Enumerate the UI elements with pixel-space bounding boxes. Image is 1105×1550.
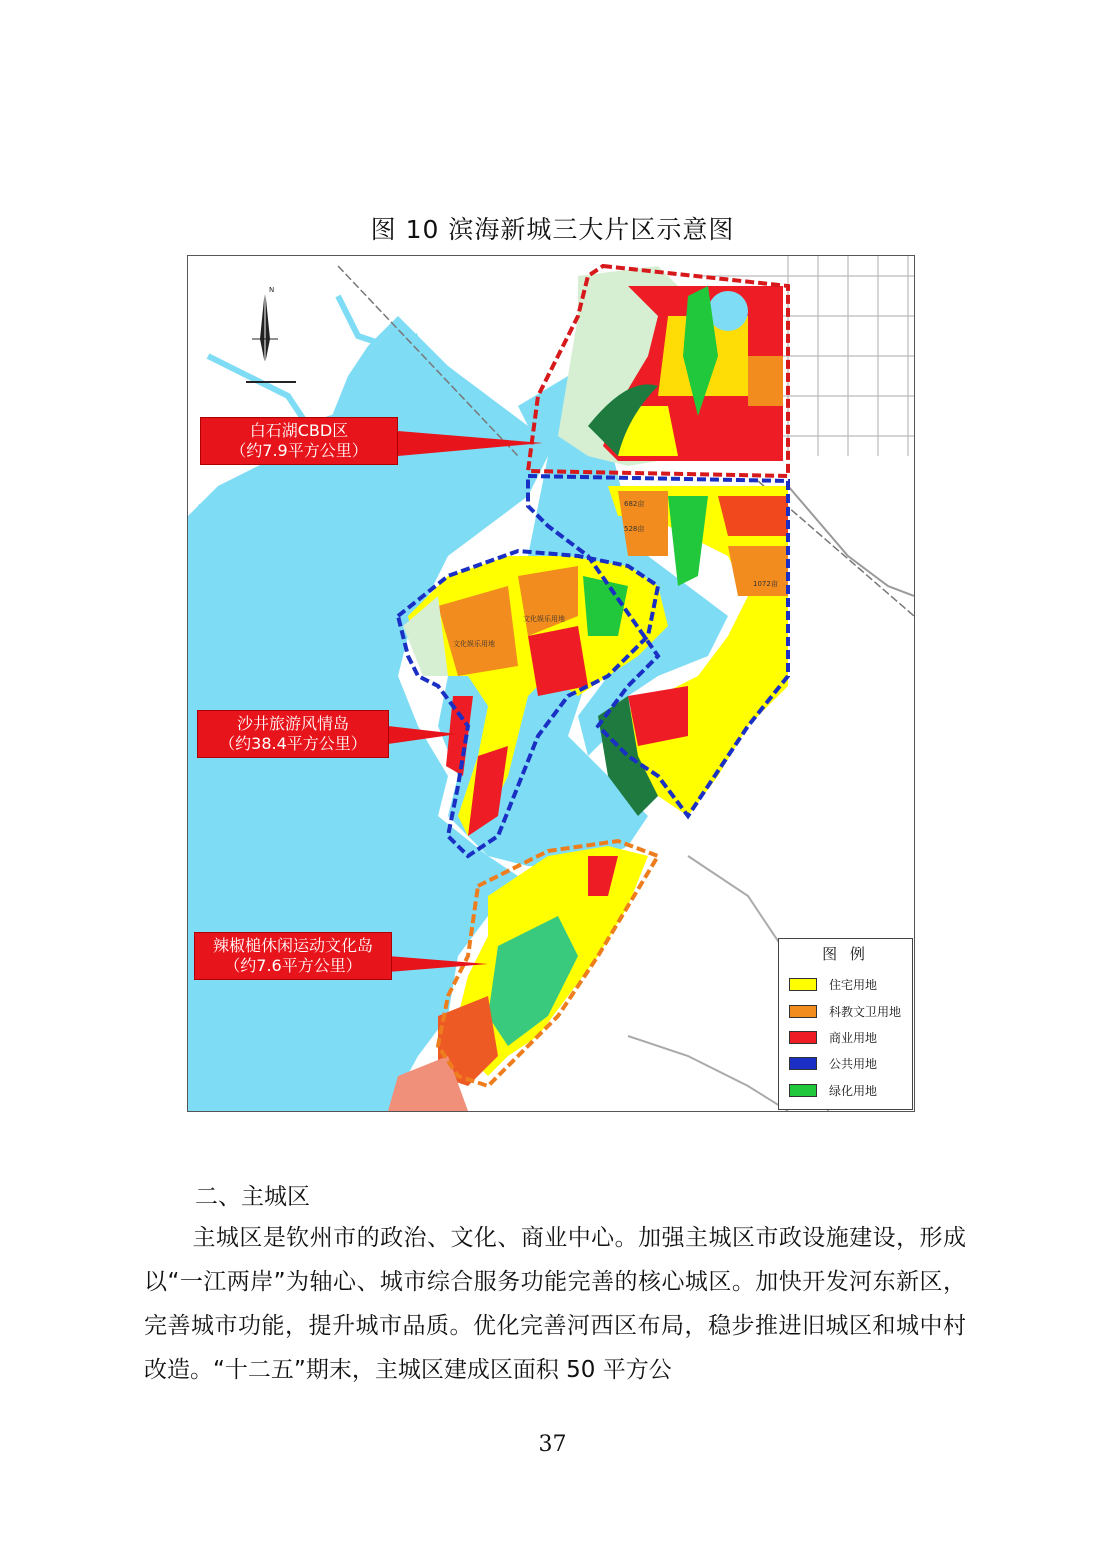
legend-item — [789, 1004, 901, 1018]
callout-cbd — [200, 417, 398, 465]
legend-swatch — [789, 1031, 817, 1044]
hedong-commercial — [628, 686, 688, 746]
callout-area: （约38.4平方公里） — [219, 734, 367, 753]
map-label: 文化娱乐用地 — [523, 615, 565, 623]
cbd-edu — [748, 356, 783, 406]
legend-item — [789, 1056, 877, 1070]
legend-label: 商业用地 — [829, 1030, 878, 1045]
legend-swatch — [789, 1084, 817, 1097]
map-label: 文化娱乐用地 — [453, 640, 495, 648]
callout-name: 白石湖CBD区 — [249, 421, 349, 440]
map-label: 1072亩 — [753, 580, 778, 588]
hedong-commercial — [718, 496, 788, 536]
legend-swatch — [789, 1057, 817, 1070]
legend-label: 住宅用地 — [829, 977, 878, 992]
map-legend — [778, 938, 913, 1110]
section-heading: 二、主城区 — [195, 1184, 310, 1210]
cbd-lake — [708, 291, 748, 331]
shajing-commercial — [528, 626, 588, 696]
paragraph-text: 主城区是钦州市的政治、文化、商业中心。加强主城区市政设施建设，形成以“一江两岸”为轴心、城市综合服务功能完善的核心城区。加快开发河东新区，完善城市功能，提升城市品质。优化完善河西区布局，稳步推进旧城区和城中村改造。“十二五”期末，主城区建成区面积 50 平方公 — [144, 1225, 966, 1383]
hedong-green — [668, 496, 708, 586]
legend-label: 公共用地 — [829, 1056, 878, 1071]
north-label: N — [269, 286, 275, 294]
hedong-edu — [728, 546, 788, 596]
callout-area: （约7.9平方公里） — [230, 441, 368, 460]
map-label: 528亩 — [624, 525, 645, 533]
legend-item — [789, 1083, 877, 1097]
map-label: 682亩 — [624, 500, 645, 508]
legend-item — [789, 1030, 877, 1044]
road — [628, 1036, 788, 1111]
road — [788, 486, 914, 596]
body-paragraph — [144, 1216, 966, 1392]
legend-label: 绿化用地 — [829, 1083, 878, 1098]
legend-label: 科教文卫用地 — [829, 1004, 902, 1019]
legend-swatch — [789, 978, 817, 991]
page-number: 37 — [538, 1432, 567, 1457]
legend-swatch — [789, 1005, 817, 1018]
legend-item — [789, 977, 877, 991]
callout-name: 沙井旅游风情岛 — [236, 714, 349, 733]
legend-title: 图 例 — [822, 945, 869, 963]
callout-name: 辣椒槌休闲运动文化岛 — [212, 936, 373, 955]
callout-area: （约7.6平方公里） — [224, 956, 362, 975]
figure-title: 图 10 滨海新城三大片区示意图 — [370, 215, 735, 244]
callout-lajiao — [194, 932, 392, 980]
callout-shajing — [197, 710, 389, 758]
